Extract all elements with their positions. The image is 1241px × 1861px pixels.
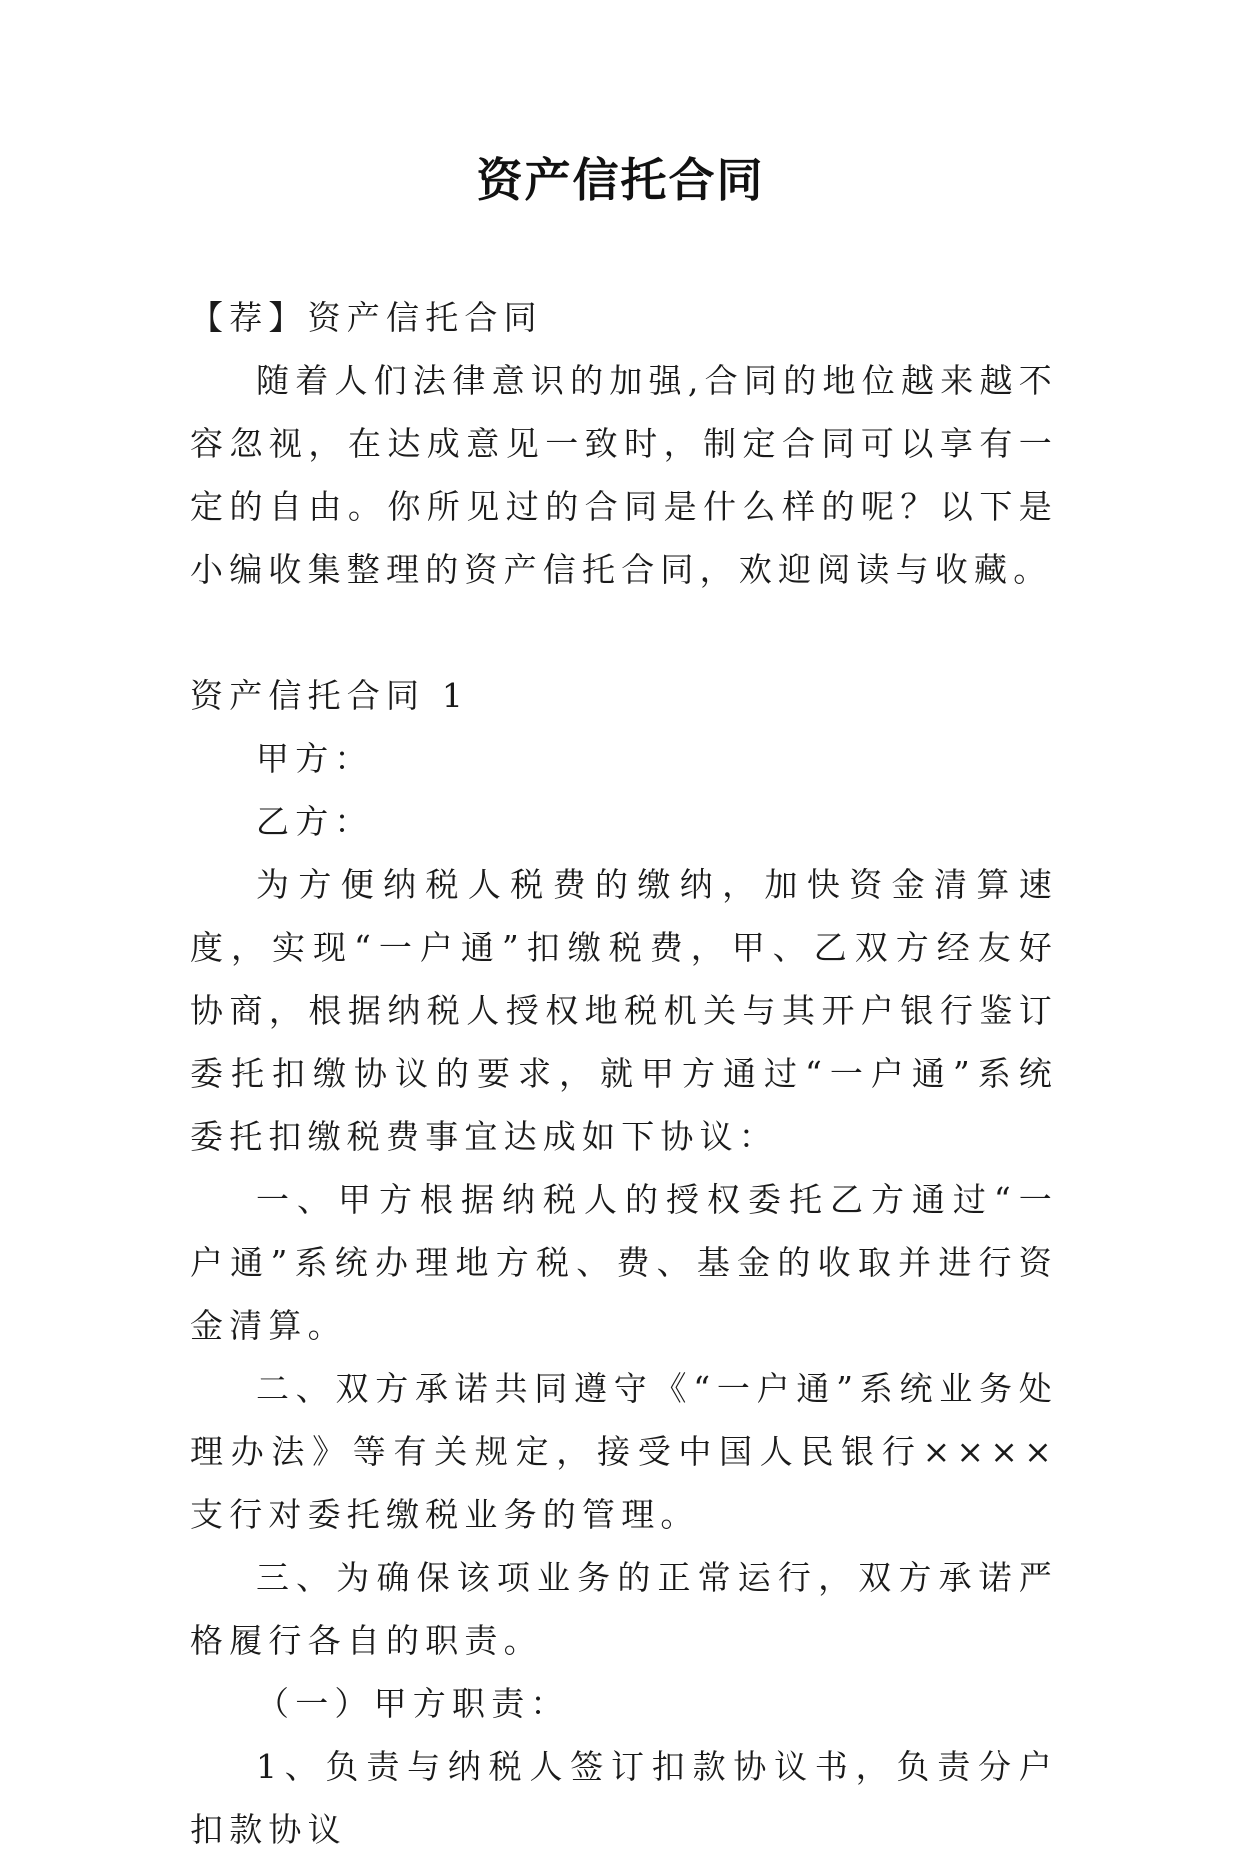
- party-a-label: 甲方：: [256, 739, 374, 778]
- intro-paragraph: 随着人们法律意识的加强,合同的地位越来越不容忽视，在达成意见一致时，制定合同可以享有一定的自由。你所见过的合同是什么样的呢？以下是小编收集整理的资产信托合同，欢迎阅读与收藏。: [190, 361, 1058, 589]
- duty-item-1: 1、负责与纳税人签订扣款协议书，负责分户扣款协议: [190, 1747, 1058, 1849]
- document-title: 资产信托合同: [476, 153, 765, 207]
- party-b-label: 乙方：: [256, 802, 374, 841]
- clause-1: 一、甲方根据纳税人的授权委托乙方通过“一户通”系统办理地方税、费、基金的收取并进行资金清算。: [190, 1180, 1058, 1345]
- clause-3: 三、为确保该项业务的正常运行，双方承诺严格履行各自的职责。: [190, 1558, 1058, 1660]
- section-heading: 资产信托合同 1: [190, 676, 470, 715]
- sub-heading-party-a-duties: （一）甲方职责：: [256, 1684, 570, 1723]
- clause-2: 二、双方承诺共同遵守《“一户通”系统业务处理办法》等有关规定，接受中国人民银行××××支行对委托缴税业务的管理。: [190, 1369, 1058, 1534]
- purpose-paragraph: 为方便纳税人税费的缴纳，加快资金清算速度，实现“一户通”扣缴税费，甲、乙双方经友好协商，根据纳税人授权地税机关与其开户银行鉴订委托扣缴协议的要求，就甲方通过“一户通”系统委托扣缴税费事宜达成如下协议：: [190, 865, 1058, 1156]
- intro-heading: 【荐】资产信托合同: [190, 298, 543, 337]
- document-body: [190, 286, 1058, 1861]
